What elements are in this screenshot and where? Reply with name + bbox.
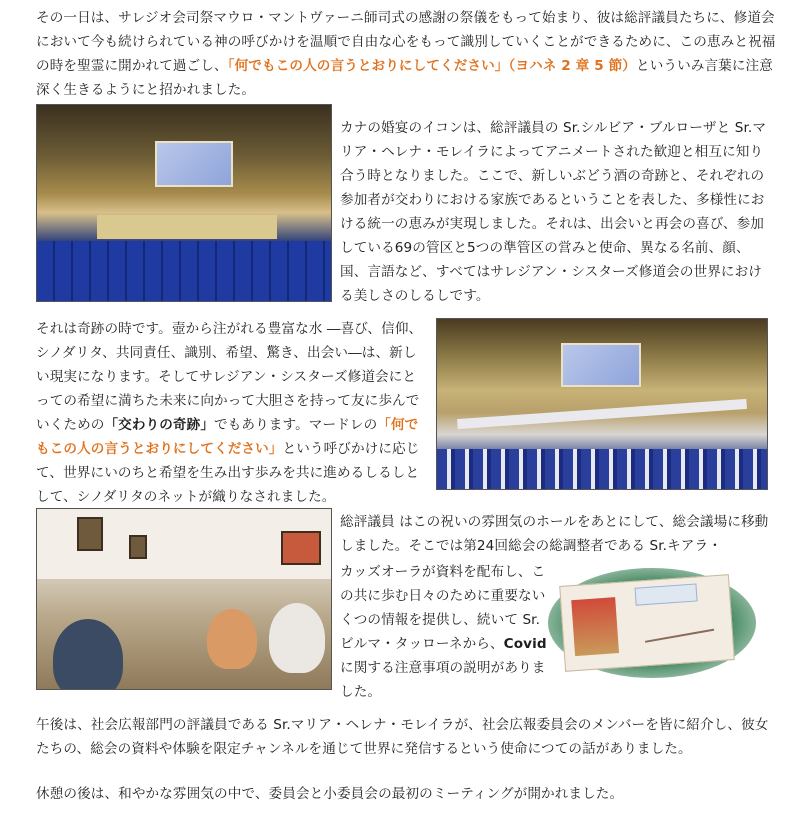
paragraph-opening-mass — [36, 6, 776, 102]
p3-miracle-of-communion: 「交わりの奇跡」 — [104, 417, 215, 433]
participant — [269, 603, 325, 673]
p4-text-end: に関する注意事項の説明がありました。 — [340, 660, 546, 700]
p1-text: その一日は、サレジオ会司祭マウロ・マントヴァーニ師司式の感謝の祭儀をもって始まり、彼は総評議員たちに、修道会において今も続けられている神の呼びかけを温順で自由な心をもって識別していくことができるために、この恵みと祝福の時を聖霊に開かれて過ごし、 — [36, 10, 776, 74]
p3-text-mid: でもあります。マードレの — [214, 417, 378, 433]
photo-hall-cana-icon — [36, 104, 332, 302]
photo-synodal-net — [436, 318, 768, 490]
audience-seats — [437, 449, 767, 489]
welcome-card — [559, 574, 735, 672]
paragraph-cana-icon: カナの婚宴のイコンは、総評議員の Sr.シルビア・ブルローザと Sr.マリア・ヘレナ・モレイラによってアニメートされた歓迎と相互に知り合う時となりました。ここで、新しいぶどう酒の奇跡と、それぞれの参加者が交わりにおける家族であるということを表した、多様性における統一の恵みが実現しました。それは、出会いと再会の喜び、参加している69の管区と5つの準管区の営みと使命、異なる名前、顔、国、言語など、すべてはサレジアン・シスターズ修道会の世界における美しさのしるしです。 — [340, 120, 767, 304]
card-handwriting — [643, 617, 714, 643]
p4-covid: Covid — [503, 636, 547, 652]
projection-screen — [155, 141, 233, 187]
photo-welcome-card — [548, 568, 756, 678]
photo-assembly-hall — [36, 508, 332, 690]
paragraph-afternoon: 午後は、社会広報部門の評議員である Sr.マリア・ヘレナ・モレイラが、社会広報委員会のメンバーを皆に紹介し、彼女たちの、総会の資料や体験を限定チャンネルを通じて世界に発信するという使命につての話がありました。 — [36, 717, 769, 757]
portrait-frame-small — [129, 535, 147, 559]
paragraph-move-to-hall — [340, 560, 548, 704]
card-logo — [635, 583, 698, 605]
p1-scripture-quote: 「何でもこの人の言うとおりにしてください」（ヨハネ 2 章 5 節） — [227, 58, 636, 74]
stage-altar — [97, 215, 277, 239]
p1-text-end: といういみ言葉に注意深く生きるようにと招かれました。 — [36, 58, 773, 98]
projection-screen — [561, 343, 641, 387]
fabric-net — [457, 399, 747, 429]
p3-scripture-quote: 「何でもこの人の言うとおりにしてください」 — [36, 417, 419, 457]
card-illustration — [571, 597, 619, 656]
paragraph-after-break: 休憩の後は、和やかな雰囲気の中で、委員会と小委員会の最初のミーティングが開かれました。 — [36, 786, 624, 802]
p3-text: それは奇跡の時です。壺から注がれる豊富な水 ―喜び、信仰、シノダリタ、共同責任、識別、希望、驚き、出会い―は、新しい現実になります。そしてサレジアン・シスターズ修道会にとっての希望に満ちた未来に向かって大胆さを持って友に歩んでいくための — [36, 321, 423, 433]
p3-text-end: という呼びかけに応じて、世界にいのちと希望を生み出す歩みを共に進めるしるしとして、シノダリタのネットが織りなされました。 — [36, 441, 420, 505]
participant — [53, 619, 123, 690]
portrait-frame — [77, 517, 103, 551]
participant — [207, 609, 257, 669]
p4-text: カッズオーラが資料を配布し、この共に歩む日々のために重要ないくつの情報を提供し、続いて Sr.ビルマ・タッローネから、 — [340, 564, 546, 652]
blue-seats — [37, 241, 331, 301]
poster-frame — [281, 531, 321, 565]
paragraph-miracle-time — [36, 317, 428, 509]
paragraph-move-to-hall-top: 総評議員 はこの祝いの雰囲気のホールをあとにして、総会議場に移動しました。そこでは第24回総会の総調整者である Sr.キアラ・ — [340, 514, 769, 554]
